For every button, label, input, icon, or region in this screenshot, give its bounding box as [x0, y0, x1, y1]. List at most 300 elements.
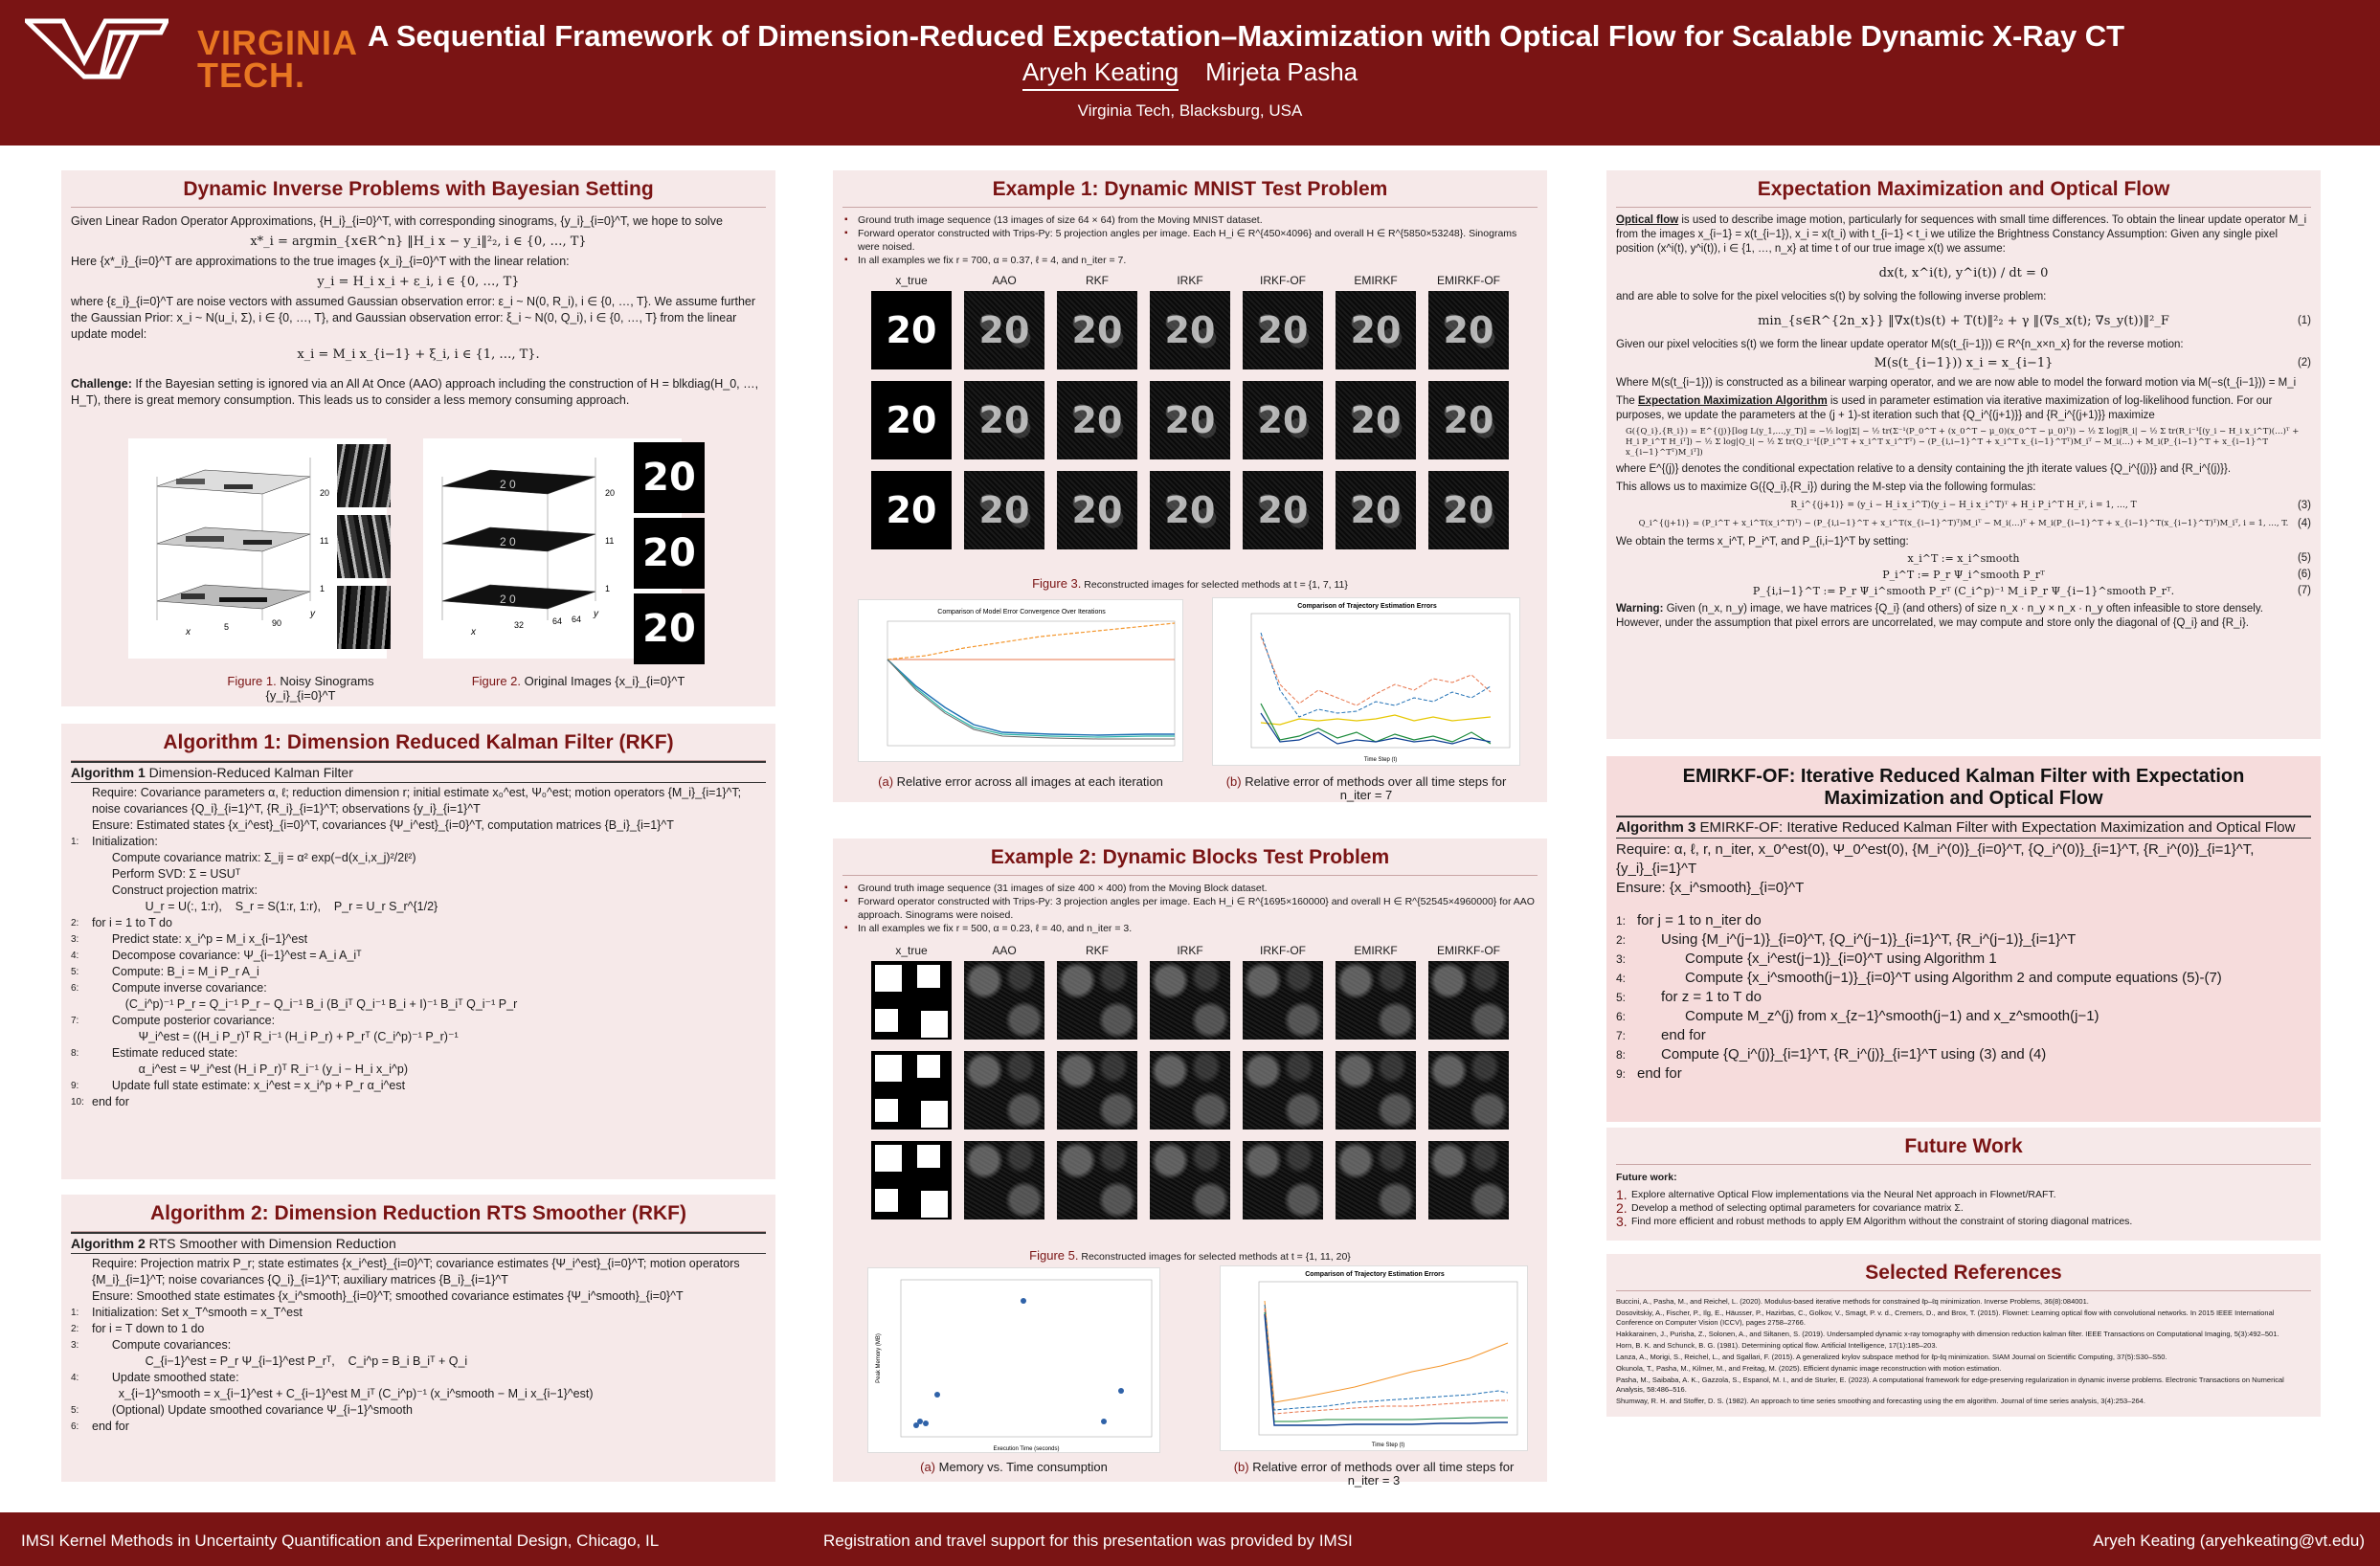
future-work-body	[1606, 1165, 2321, 1234]
line-text: Update smoothed state:	[92, 1371, 239, 1384]
method-column-header: AAO	[992, 944, 1017, 957]
paragraph	[1616, 394, 2311, 423]
reconstruction-image	[1243, 471, 1323, 549]
line-number: 2:	[1616, 933, 1627, 947]
line-text: Ensure: Estimated states {x_i^est}_{i=0}^T, covariances {Ψ_i^est}_{i=0}^T, computation matrices {B_i}_{i=1}^T	[92, 818, 674, 832]
line-text: Require: Projection matrix P_r; state estimates {x_i^est}_{i=0}^T; covariance estimates {Ψ_i^est}_{i=0}^T; motion operators {M_i}_{i=1}^T; noise covariances {Q_i}_{i=1}^T; auxiliary matrices {B_i}_{i=1}^T	[92, 1257, 744, 1286]
line-number: 2:	[71, 1324, 79, 1334]
axis-label: y	[594, 609, 598, 619]
section-title: Algorithm 1: Dimension Reduced Kalman Filter (RKF)	[71, 724, 766, 761]
line-number: 3:	[1616, 952, 1627, 966]
plot-trajectory-errors-1	[1212, 597, 1520, 766]
item-number: 3.	[1616, 1214, 1628, 1229]
line-number	[71, 883, 92, 899]
equation-number: (5)	[2297, 552, 2311, 564]
line-number: 5:	[1616, 991, 1627, 1004]
digit-glyph: 20	[1257, 489, 1309, 531]
reconstruction-image	[1057, 1141, 1137, 1219]
algorithm-line	[71, 834, 766, 850]
axis-label: x	[186, 627, 191, 638]
reconstruction-image	[964, 1141, 1044, 1219]
method-column-header: IRKF-OF	[1260, 944, 1306, 957]
section-dynamic-inverse	[61, 170, 775, 706]
logo-text-virginia: VIRGINIA	[197, 23, 359, 62]
line-number: 9:	[1616, 1067, 1627, 1081]
line-text: Perform SVD: Σ = USUᵀ	[92, 867, 241, 881]
line-text: x_{i−1}^smooth = x_{i−1}^est + C_{i−1}^est M_iᵀ (C_i^p)⁻¹ (x_i^smooth − M_i x_{i−1}^est)	[92, 1387, 594, 1400]
caption-text: Memory vs. Time consumption	[935, 1460, 1108, 1474]
algorithm-line	[71, 1321, 766, 1337]
algorithm-line	[71, 1062, 766, 1078]
sinogram-image	[337, 515, 391, 578]
tick-label: 90	[272, 618, 282, 628]
block-shape	[875, 1145, 902, 1172]
example-bullets	[833, 876, 1547, 941]
algorithm-body	[1606, 839, 2321, 1085]
plot-trajectory-errors-2	[1220, 1265, 1528, 1451]
digit-glyph: 20	[1350, 309, 1402, 351]
algorithm-line	[1616, 1064, 2311, 1084]
algorithm-line	[71, 1029, 766, 1045]
algorithm-lines	[1616, 911, 2311, 1084]
reconstruction-image	[964, 471, 1044, 549]
plot-model-error-convergence	[858, 599, 1183, 762]
algorithm-line	[1616, 988, 2311, 1007]
method-column-header: EMIRKF-OF	[1437, 274, 1500, 287]
equation: P_{i,i−1}^T := P_r Ψ_i^smooth P_rᵀ (C_i^p)⁻¹ M_i P_r Ψ_{i−1}^smooth P_rᵀ.	[1752, 585, 2175, 597]
line-number	[71, 899, 92, 915]
algorithm-line	[71, 980, 766, 996]
digit-image: 20	[634, 442, 705, 513]
reconstruction-image	[871, 1141, 952, 1219]
plot-memory-vs-time	[867, 1267, 1160, 1453]
challenge-label: Challenge:	[71, 377, 132, 391]
line-text: α_i^est = Ψ_i^est (H_i P_r)ᵀ R_i⁻¹ (y_i − H_i x_i^p)	[92, 1063, 409, 1076]
reconstruction-image	[871, 471, 952, 549]
reconstruction-image	[1336, 1051, 1416, 1130]
reconstruction-image	[871, 291, 952, 369]
block-shape	[917, 1055, 940, 1078]
line-text: Initialization: Set x_T^smooth = x_T^est	[92, 1306, 303, 1319]
tick-label: 32	[514, 620, 525, 630]
figure-text: Reconstructed images for selected methods at t = {1, 11, 20}	[1078, 1251, 1351, 1263]
digit-glyph: 20	[978, 399, 1030, 441]
paragraph: This allows us to maximize G({Q_i},{R_i}) during the M-step via the following formulas:	[1616, 481, 2036, 493]
reference-item: Pasha, M., Saibaba, A. K., Gazzola, S., Espanol, M. I., and de Sturler, E. (2023). A computational framework for edge-preserving regularization in dynamic inverse problems. Electronic Transactions on Numerical Analysis, 58:486–516.	[1616, 1376, 2284, 1394]
equation: P_i^T := P_r Ψ_i^smooth P_rᵀ	[1882, 569, 2045, 581]
line-text: C_{i−1}^est = P_r Ψ_{i−1}^est P_rᵀ, C_i^p = B_i B_iᵀ + Q_i	[92, 1354, 468, 1368]
equation-number: (4)	[2297, 518, 2311, 529]
affiliation: Virginia Tech, Blacksburg, USA	[1077, 101, 1303, 120]
line-number: 1:	[71, 1308, 79, 1318]
plot-title: Comparison of Model Error Convergence Over Iterations	[937, 609, 1106, 615]
example-bullets	[833, 208, 1547, 273]
equation: dx(t, x^i(t), y^i(t)) / dt = 0	[1878, 266, 2049, 280]
algorithm-line	[71, 1078, 766, 1094]
tick-label: 20	[320, 488, 330, 498]
warning-paragraph	[1616, 602, 2311, 631]
section-title: Expectation Maximization and Optical Flow	[1616, 170, 2311, 208]
line-number: 10:	[71, 1097, 84, 1107]
algorithm-line	[1616, 930, 2311, 950]
plot-3-caption	[867, 1461, 1160, 1474]
line-text: Predict state: x_i^p = M_i x_{i−1}^est	[92, 932, 308, 946]
line-number: 4:	[1616, 972, 1627, 985]
line-text: Update full state estimate: x_i^est = x_i^p + P_r α_i^est	[92, 1079, 406, 1092]
line-text: end for	[1637, 1027, 1706, 1043]
figure-2-caption	[463, 674, 693, 688]
warning-label: Warning:	[1616, 603, 1664, 615]
algorithm-label: Algorithm 3	[1616, 819, 1696, 836]
reconstruction-image	[1428, 291, 1509, 369]
numbered-equation	[1616, 356, 2311, 370]
scatter-point	[934, 1392, 940, 1398]
line-text: end for	[92, 1095, 129, 1108]
digit-glyph: 20	[1443, 399, 1494, 441]
figure-text: Reconstructed images for selected methods at t = {1, 7, 11}	[1081, 579, 1348, 591]
line-text: end for	[92, 1420, 129, 1433]
algorithm-line	[1616, 969, 2311, 988]
method-column-header: IRKF	[1177, 274, 1203, 287]
tick-label: 5	[224, 622, 230, 632]
method-column-header: RKF	[1086, 944, 1109, 957]
algorithm-line	[71, 866, 766, 883]
reconstruction-image	[964, 291, 1044, 369]
algorithm-label: Algorithm 1	[71, 765, 146, 780]
digit-glyph: 20	[1164, 399, 1216, 441]
paragraph-text: is used to describe image motion, particularly for sequences with small time differences. To obtain the linear update operator M_i from the images x_{i−1} = x(t_{i−1}), x_i = x(t_i) with t_{i−1} < t_i we utilize the Brightness Constancy Assumption: Given any single pixel position (x^i(t), y^i(t)), i ∈ {1, …, n_x} at time t of our true image x(t) we assume:	[1616, 214, 2307, 255]
algorithm-line	[71, 1094, 766, 1110]
algorithm-title	[71, 761, 766, 783]
footer-contact[interactable]: Aryeh Keating (aryehkeating@vt.edu)	[2093, 1532, 2365, 1550]
method-column-header: AAO	[992, 274, 1017, 287]
caption-text: Relative error of methods over all time steps for n_iter = 3	[1248, 1460, 1515, 1488]
algorithm-line	[71, 1370, 766, 1386]
digit-glyph: 20	[1350, 399, 1402, 441]
line-text: Compute: B_i = M_i P_r A_i	[92, 965, 259, 978]
algorithm-line	[1616, 911, 2311, 930]
digit-glyph: 20	[1071, 399, 1123, 441]
tick-label: 11	[320, 536, 329, 546]
sinogram-image	[337, 444, 391, 507]
axis-label: x	[471, 627, 476, 638]
algorithm-line	[1616, 1026, 2311, 1045]
challenge-paragraph	[71, 376, 766, 409]
bullet: ▪ Forward operator constructed with Trips-Py: 3 projection angles per image. Each H_i ∈ R^{1695×160000} and overall H ∈ R^{52545×4960000} for AAO approach. Sinograms were noised.	[842, 895, 1538, 922]
section-algorithm-3	[1606, 756, 2321, 1122]
method-column-header: RKF	[1086, 274, 1109, 287]
reconstruction-image	[1243, 291, 1323, 369]
line-number: 6:	[71, 1421, 79, 1432]
figure-label: Figure 5.	[1029, 1248, 1079, 1263]
algorithm-body	[61, 783, 775, 1112]
line-number	[71, 1029, 92, 1045]
footer-support: Registration and travel support for this presentation was provided by IMSI	[823, 1532, 1353, 1550]
line-text: Compute posterior covariance:	[92, 1014, 276, 1027]
block-shape	[875, 965, 902, 992]
line-text: (C_i^p)⁻¹ P_r = Q_i⁻¹ P_r − Q_i⁻¹ B_i (B_iᵀ Q_i⁻¹ B_i + I)⁻¹ B_iᵀ Q_i⁻¹ P_r	[92, 997, 518, 1011]
algorithm-line	[71, 1386, 766, 1402]
reference-item: Lanza, A., Morigi, S., Reichel, L., and Sgallari, F. (2015). A generalized krylov subspace method for ℓp-ℓq minimization. SIAM Journal on Scientific Computing, 37(5):S30–S50.	[1616, 1353, 2167, 1361]
block-shape	[875, 1009, 898, 1032]
line-text: Estimate reduced state:	[92, 1046, 238, 1060]
digit-glyph: 20	[1071, 309, 1123, 351]
block-shape	[921, 1191, 948, 1218]
line-number: 2:	[71, 918, 79, 928]
algorithm-require: Require: α, ℓ, r, n_iter, x_0^est(0), Ψ_0^est(0), {M_i^(0)}_{i=0}^T, {Q_i^(0)}_{i=1}^T, {R_i^(0)}_{i=1}^T, {y_i}_{i=1}^T	[1616, 841, 2255, 877]
scatter-point	[923, 1421, 929, 1426]
authors	[0, 56, 2380, 95]
line-text: for j = 1 to n_iter do	[1637, 912, 1762, 928]
block-shape	[921, 1101, 948, 1128]
axis-label: Peak Memory (MB)	[876, 1333, 882, 1383]
digit-glyph: 20	[978, 489, 1030, 531]
line-number: 7:	[1616, 1029, 1627, 1042]
line-text: (Optional) Update smoothed covariance Ψ_{i−1}^smooth	[92, 1403, 413, 1417]
axis-label: Time Step (t)	[1363, 757, 1398, 763]
numbered-equation	[1616, 314, 2311, 328]
reconstruction-image	[1243, 381, 1323, 459]
algorithm-line	[71, 1419, 766, 1435]
plot-1-caption	[858, 775, 1183, 789]
bullet: ▪ Ground truth image sequence (31 images of size 400 × 400) from the Moving Block dataset.	[842, 882, 1538, 895]
line-text: end for	[1637, 1065, 1682, 1082]
line-number	[71, 785, 92, 817]
future-work-item	[1616, 1215, 2311, 1228]
paragraph: We obtain the terms x_i^T, P_i^T, and P_{i,i−1}^T by setting:	[1616, 536, 1909, 548]
bullet: ▪ Forward operator constructed with Trips-Py: 5 projection angles per image. Each H_i ∈ R^{450×4096} and overall H ∈ R^{5850×53248}. Sinograms were noised.	[842, 227, 1538, 254]
line-plot	[1221, 1266, 1529, 1452]
section-title: Example 2: Dynamic Blocks Test Problem	[842, 839, 1538, 876]
tick-label: 64	[552, 616, 563, 626]
line-text: Compute covariances:	[92, 1338, 232, 1352]
method-column-header: EMIRKF-OF	[1437, 944, 1500, 957]
paragraph-text: is used in parameter estimation via iterative maximization of log-likelihood function. For our purposes, we update the parameters at the (j + 1)-st iteration such that {Q_i^{(j+1)}} and {R_i^{(j+1)}} maximize	[1616, 395, 2273, 421]
numbered-equation	[1616, 551, 2311, 566]
reconstruction-image	[1428, 961, 1509, 1040]
item-text: Explore alternative Optical Flow implementations via the Neural Net approach in Flownet/RAFT.	[1631, 1189, 2056, 1200]
sinogram-image	[337, 586, 391, 649]
paragraph: Here {x*_i}_{i=0}^T are approximations to the true images {x_i}_{i=0}^T with the linear relation:	[71, 255, 570, 268]
reconstruction-image	[1336, 961, 1416, 1040]
algorithm-line	[71, 1353, 766, 1370]
reconstruction-image	[1150, 471, 1230, 549]
algorithm-label: Algorithm 2	[71, 1236, 146, 1251]
scatter-plot	[868, 1268, 1161, 1454]
future-work-item	[1616, 1201, 2311, 1215]
line-number	[71, 996, 92, 1013]
reconstruction-image	[871, 381, 952, 459]
line-number: 8:	[1616, 1048, 1627, 1062]
digit-glyph: 20	[1443, 309, 1494, 351]
reconstruction-image	[1057, 1051, 1137, 1130]
block-shape	[875, 1099, 898, 1122]
line-text: Construct projection matrix:	[92, 884, 258, 897]
reference-item: Hakkarainen, J., Purisha, Z., Solonen, A., and Siltanen, S. (2019). Undersampled dynamic x-ray tomography with dimension reduction kalman filter. IEEE Transactions on Computational Imaging, 5(3):492–501.	[1616, 1330, 2279, 1338]
figure-text: Noisy Sinograms {y_i}_{i=0}^T	[265, 674, 374, 703]
algorithm-name: EMIRKF-OF: Iterative Reduced Kalman Filter with Expectation Maximization and Optical Flow	[1695, 819, 2296, 836]
reconstruction-image	[1150, 1051, 1230, 1130]
digit-glyph: 20	[1257, 309, 1309, 351]
line-number: 3:	[71, 934, 79, 945]
reconstruction-image	[1428, 381, 1509, 459]
future-work-list	[1616, 1188, 2311, 1228]
reconstruction-image	[1428, 1141, 1509, 1219]
line-number	[71, 817, 92, 834]
reconstruction-image	[1150, 1141, 1230, 1219]
line-plot	[1213, 598, 1521, 767]
line-plot	[859, 600, 1184, 763]
line-number: 3:	[71, 1340, 79, 1351]
em-algorithm-link[interactable]: Expectation Maximization Algorithm	[1638, 395, 1828, 407]
equation-number: (2)	[2297, 357, 2311, 369]
line-number: 7:	[71, 1016, 79, 1026]
original-image-strips	[634, 442, 705, 664]
section-em-optical-flow	[1606, 170, 2321, 739]
digit-glyph: 20	[886, 489, 937, 531]
section-title: EMIRKF-OF: Iterative Reduced Kalman Filter with Expectation Maximization and Optical Flow	[1682, 766, 2245, 809]
digit-glyph: 20	[886, 399, 937, 441]
item-text: Develop a method of selecting optimal parameters for covariance matrix Σ.	[1631, 1202, 1964, 1214]
numbered-equation	[1616, 499, 2311, 513]
digit-glyph: 20	[1257, 399, 1309, 441]
equation: y_i = H_i x_i + ε_i, i ∈ {0, …, T}	[317, 275, 520, 289]
algorithm-line	[71, 1045, 766, 1062]
digit-image: 20	[634, 518, 705, 589]
sinogram-strips	[337, 444, 391, 649]
plot-4-caption	[1220, 1461, 1528, 1488]
reconstruction-image	[1150, 381, 1230, 459]
algorithm-line	[71, 850, 766, 866]
line-text: Initialization:	[92, 835, 158, 848]
caption-text: Relative error across all images at each iteration	[893, 774, 1163, 789]
digit-glyph: 2 0	[500, 593, 516, 606]
author-1[interactable]: Aryeh Keating	[1022, 57, 1179, 91]
digit-image: 20	[634, 593, 705, 664]
plot-title: Comparison of Trajectory Estimation Errors	[1297, 603, 1437, 610]
reconstruction-image	[1150, 291, 1230, 369]
equation: R_i^{(j+1)} = (y_i − H_i x_i^T)(y_i − H_i x_i^T)ᵀ + H_i P_i^T H_iᵀ, i = 1, …, T	[1790, 501, 2137, 510]
reference-item: Dosovitskiy, A., Fischer, P., Ilg, E., Häusser, P., Hazirbas, C., Golkov, V., Smagt, P. v. d., Cremers, D., and Brox, T. (2015). Flownet: Learning optical flow with convolutional networks. In 2015 IEEE International Conference on Computer Vision (ICCV), pages 2758–2766.	[1616, 1309, 2275, 1327]
line-text: Decompose covariance: Ψ_{i−1}^est = A_i A_iᵀ	[92, 949, 362, 962]
tick-label: 64	[572, 615, 582, 624]
caption-label: (a)	[920, 1460, 935, 1474]
digit-glyph: 20	[978, 309, 1030, 351]
equation-number: (6)	[2297, 569, 2311, 580]
reconstruction-image	[1336, 291, 1416, 369]
section-title: Selected References	[1616, 1254, 2311, 1291]
line-text: Using {M_i^(j−1)}_{i=0}^T, {Q_i^(j−1)}_{i=1}^T, {R_i^(j−1)}_{i=1}^T	[1637, 931, 2077, 948]
reference-item: Buccini, A., Pasha, M., and Reichel, L. (2020). Modulus-based iterative methods for constrained ℓp–ℓq minimization. Inverse Problems, 36(8):084001.	[1616, 1297, 2089, 1306]
challenge-text: If the Bayesian setting is ignored via an All At Once (AAO) approach including the construction of H = blkdiag(H_0, …, H_T), there is great memory consumption. This leads us to consider a less memory consuming approach.	[71, 377, 759, 407]
logo-text-tech: TECH.	[197, 56, 305, 95]
bullet: ▪ In all examples we fix r = 700, α = 0.37, ℓ = 4, and n_iter = 7.	[842, 254, 1538, 267]
axis-label: Execution Time (seconds)	[993, 1446, 1060, 1452]
figure-label: Figure 2.	[471, 674, 522, 688]
reconstruction-image	[1057, 961, 1137, 1040]
paragraph: where {ε_i}_{i=0}^T are noise vectors with assumed Gaussian observation error: ε_i ~ N(0, R_i), i ∈ {0, …, T}. We assume further the Gaussian Prior: x_i ~ N(u_i, Σ), i ∈ {0, …, T}, and Gaussian observation error: ξ_i ~ N(0, Q_i), i ∈ {0, …, T} from the linear update model:	[71, 295, 756, 341]
section-title: Future Work	[1616, 1128, 2311, 1165]
tick-label: 20	[605, 488, 616, 498]
reconstruction-image	[1336, 1141, 1416, 1219]
item-number: 2.	[1616, 1200, 1628, 1216]
block-shape	[917, 965, 940, 988]
block-shape	[875, 1189, 898, 1212]
equation: x_i^T := x_i^smooth	[1907, 552, 2020, 565]
algorithm-line	[71, 817, 766, 834]
author-2: Mirjeta Pasha	[1205, 57, 1358, 86]
references-list	[1606, 1291, 2321, 1414]
numbered-equation	[1616, 517, 2311, 531]
line-text: Ψ_i^est = ((H_i P_r)ᵀ R_i⁻¹ (H_i P_r) + P_rᵀ (C_i^p)⁻¹ P_r)⁻¹	[92, 1030, 459, 1043]
reconstruction-image	[1336, 381, 1416, 459]
plot-2-caption	[1212, 775, 1520, 802]
axis-label: y	[310, 609, 315, 619]
future-work-item	[1616, 1188, 2311, 1201]
paragraph: Where M(s(t_{i−1})) is constructed as a bilinear warping operator, and we are now able to model the forward motion via M(−s(t_{i−1})) = M_i	[1616, 377, 2297, 389]
line-text: Compute covariance matrix: Σ_ij = α² exp(−d(x_i,x_j)²/2ℓ²)	[92, 851, 416, 864]
equation: M(s(t_{i−1})) x_i = x_{i−1}	[1874, 356, 2054, 370]
reconstruction-image	[964, 961, 1044, 1040]
equation-number: (3)	[2297, 500, 2311, 511]
line-number: 6:	[71, 983, 79, 994]
algorithm-line	[71, 1256, 766, 1288]
method-column-header: IRKF	[1177, 944, 1203, 957]
line-number: 4:	[71, 951, 79, 961]
algorithm-line	[71, 899, 766, 915]
line-text: U_r = U(:, 1:r), S_r = S(1:r, 1:r), P_r = U_r S_r^{1/2}	[92, 900, 438, 913]
digit-glyph: 20	[1443, 489, 1494, 531]
caption-label: (a)	[878, 774, 894, 789]
tick-label: 11	[605, 536, 615, 546]
line-text: Compute inverse covariance:	[92, 981, 267, 995]
figure-label: Figure 3.	[1032, 576, 1082, 591]
reference-item: Shumway, R. H. and Stoffer, D. S. (1982). An approach to time series smoothing and forecasting using the em algorithm. Journal of time series analysis, 3(4):253–264.	[1616, 1397, 2145, 1405]
section-title: Algorithm 2: Dimension Reduction RTS Smoother (RKF)	[71, 1195, 766, 1232]
scatter-point	[1101, 1419, 1107, 1424]
line-number: 9:	[71, 1081, 79, 1091]
algorithm-line	[71, 1337, 766, 1353]
line-number: 4:	[71, 1373, 79, 1383]
line-number	[71, 850, 92, 866]
tick-label: 1	[320, 584, 326, 593]
paragraph: where E^{(j)} denotes the conditional expectation relative to a density containing the jth iterate values {Q_i^{(j)}} and {R_i^{(j)}}.	[1616, 463, 2232, 475]
scatter-point	[917, 1419, 923, 1424]
line-text: for z = 1 to T do	[1637, 989, 1762, 1005]
optical-flow-link[interactable]: Optical flow	[1616, 214, 1679, 226]
line-number	[71, 1256, 92, 1288]
reconstruction-image	[871, 961, 952, 1040]
figure-1-caption	[195, 674, 406, 703]
algorithm-line	[71, 1305, 766, 1321]
digit-glyph: 20	[886, 309, 937, 351]
reference-item: Horn, B. K. and Schunck, B. G. (1981). Determining optical flow. Artificial Intelligence, 17(1):185–203.	[1616, 1341, 1938, 1350]
algorithm-line	[71, 915, 766, 931]
algorithm-name: RTS Smoother with Dimension Reduction	[145, 1236, 396, 1251]
figure-3-caption	[833, 576, 1547, 592]
line-number: 5:	[71, 967, 79, 977]
reconstruction-image	[1336, 471, 1416, 549]
algorithm-line	[1616, 1007, 2311, 1026]
algorithm-ensure: Ensure: {x_i^smooth}_{i=0}^T	[1616, 880, 1805, 896]
figure-text: Original Images {x_i}_{i=0}^T	[521, 674, 685, 688]
paragraph: and are able to solve for the pixel velocities s(t) by solving the following inverse problem:	[1616, 291, 2047, 302]
algorithm-line	[1616, 950, 2311, 969]
paragraph	[1616, 213, 2311, 257]
line-number: 6:	[1616, 1010, 1627, 1023]
line-text: Compute {x_i^smooth(j−1)}_{i=0}^T using Algorithm 2 and compute equations (5)-(7)	[1637, 970, 2222, 986]
block-shape	[917, 1145, 940, 1168]
